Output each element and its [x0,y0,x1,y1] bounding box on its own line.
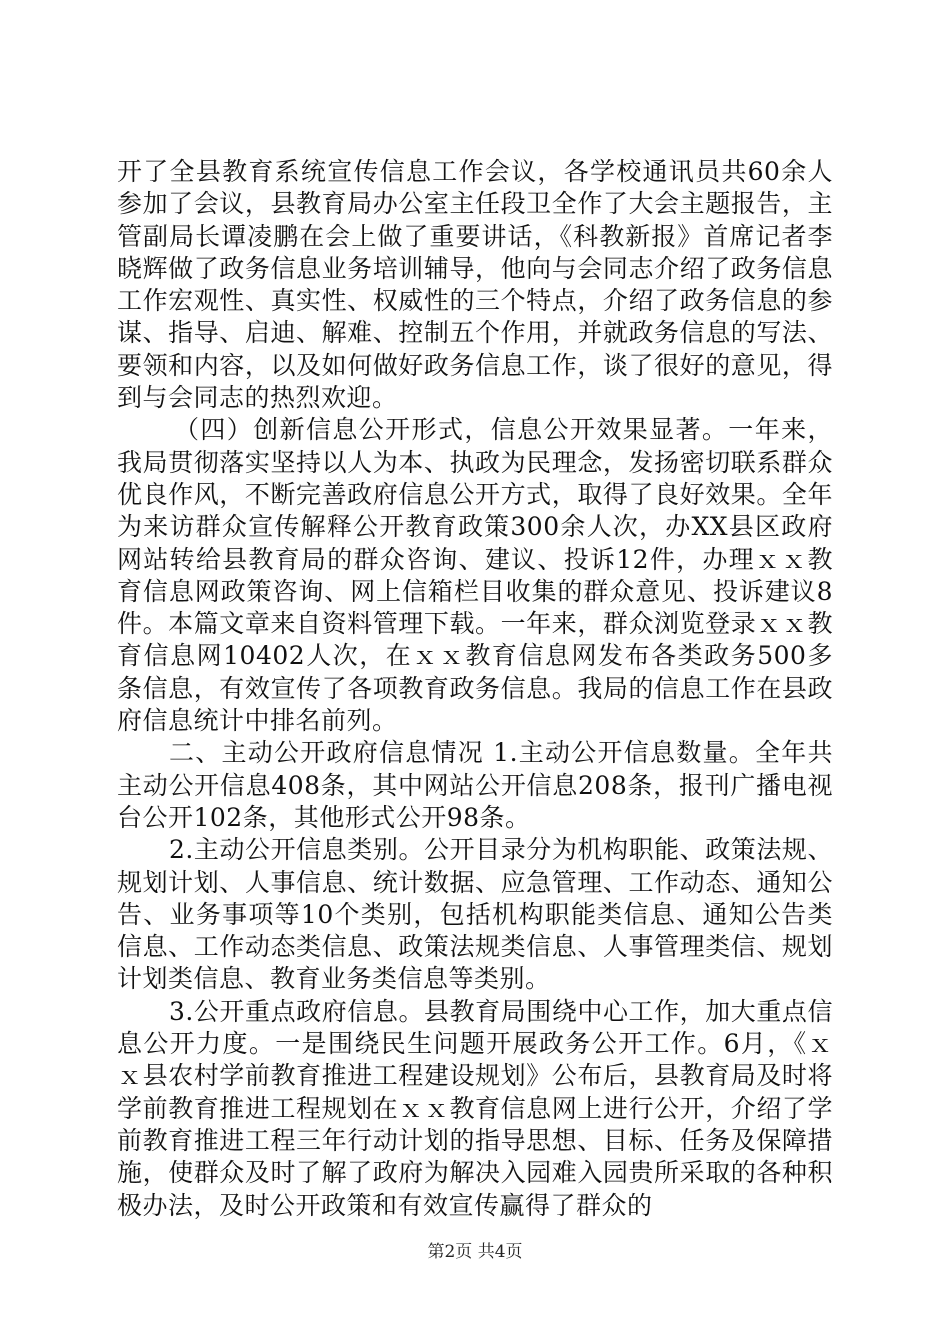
page-footer [0,1242,950,1262]
paragraph-key-government-info: 3.公开重点政府信息。县教育局围绕中心工作，加大重点信息公开力度。一是围绕民生问题开展政务公开工作。6月，《ｘｘ县农村学前教育推进工程建设规划》公布后，县教育局及时将学前教育推进工程规划在ｘｘ教育信息网上进行公开，介绍了学前教育推进工程三年行动计划的指导思想、目标、任务及保障措施，使群众及时了解了政府为解决入园难入园贵所采取的各种积极办法，及时公开政策和有效宣传赢得了群众的 [117,996,833,1220]
paragraph-info-disclosure-innovation: （四）创新信息公开形式，信息公开效果显著。一年来，我局贯彻落实坚持以人为本、执政为民理念，发扬密切联系群众优良作风，不断完善政府信息公开方式，取得了良好效果。全年为来访群众宣传解释公开教育政策300余人次，办XX县区政府网站转给县教育局的群众咨询、建议、投诉12件，办理ｘｘ教育信息网政策咨询、网上信箱栏目收集的群众意见、投诉建议8件。本篇文章来自资料管理下载。一年来，群众浏览登录ｘｘ教育信息网10402人次，在ｘｘ教育信息网发布各类政务500多条信息，有效宣传了各项教育政务信息。我局的信息工作在县政府信息统计中排名前列。 [117,415,833,736]
document-body [117,156,833,1222]
paragraph-disclosure-categories: 2.主动公开信息类别。公开目录分为机构职能、政策法规、规划计划、人事信息、统计数据、应急管理、工作动态、通知公告、业务事项等10个类别，包括机构职能类信息、通知公告类信息、工作动态类信息、政策法规类信息、人事管理类信、规划计划类信息、教育业务类信息等类别。 [117,835,833,994]
paragraph-meeting-summary: 开了全县教育系统宣传信息工作会议，各学校通讯员共60余人参加了会议，县教育局办公室主任段卫全作了大会主题报告，主管副局长谭凌鹏在会上做了重要讲话，《科教新报》首席记者李晓辉做了政务信息业务培训辅导，他向与会同志介绍了政务信息工作宏观性、真实性、权威性的三个特点，介绍了政务信息的参谋、指导、启迪、解难、控制五个作用，并就政务信息的写法、要领和内容，以及如何做好政务信息工作，谈了很好的意见，得到与会同志的热烈欢迎。 [117,157,833,413]
page-number-indicator: 第2页 共4页 [427,1242,523,1262]
paragraph-proactive-disclosure-count: 二、主动公开政府信息情况 1.主动公开信息数量。全年共主动公开信息408条，其中网站公开信息208条，报刊广播电视台公开102条，其他形式公开98条。 [117,738,833,832]
